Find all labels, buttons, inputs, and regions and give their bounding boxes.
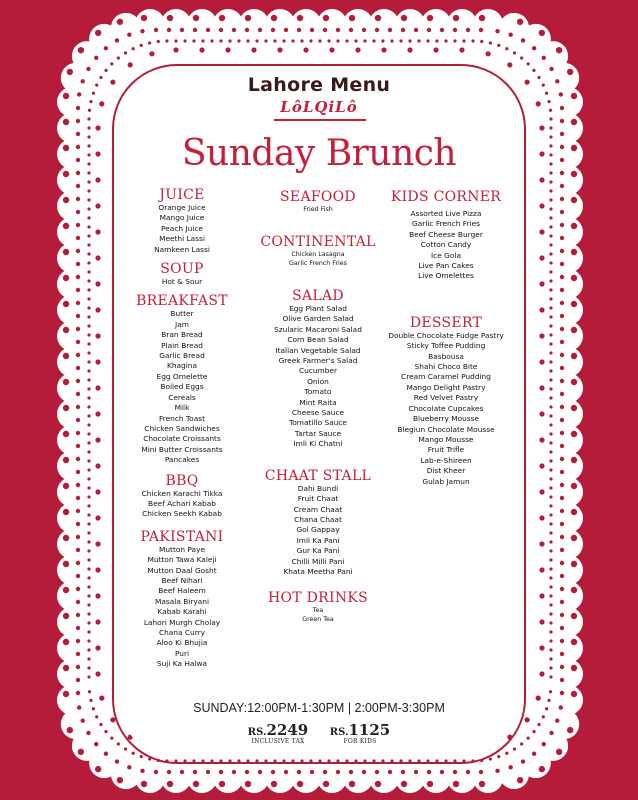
menu-item: Chilli Milli Pani bbox=[291, 556, 345, 566]
section-juice bbox=[126, 187, 238, 255]
section-pakistani bbox=[126, 529, 238, 670]
section-title: JUICE bbox=[159, 187, 205, 203]
section-breakfast bbox=[126, 293, 238, 465]
menu-item: Masala Biryani bbox=[154, 596, 210, 606]
top-title: Lahore Menu bbox=[247, 74, 391, 96]
item-list bbox=[256, 484, 380, 578]
currency-label: RS. bbox=[329, 727, 349, 738]
price-amount: 2249 bbox=[266, 721, 309, 739]
menu-item: Assorted Live Pizza bbox=[410, 209, 482, 218]
section-title: SEAFOOD bbox=[280, 189, 356, 205]
logo-underline bbox=[274, 119, 366, 121]
menu-item: Kabab Karahi bbox=[157, 607, 207, 617]
item-list bbox=[256, 250, 380, 268]
menu-item: Dahi Bundi bbox=[297, 483, 339, 493]
menu-item: Mint Raita bbox=[299, 397, 337, 407]
menu-item: Red Velvet Pastry bbox=[413, 393, 479, 403]
menu-item: Gol Gappay bbox=[296, 525, 340, 535]
menu-item: Lahori Murgh Cholay bbox=[143, 617, 221, 627]
section-title: BREAKFAST bbox=[136, 293, 228, 310]
section-dessert bbox=[378, 315, 514, 487]
menu-item: Cucumber bbox=[298, 366, 338, 376]
menu-item: Beef Haleem bbox=[158, 586, 206, 596]
menu-item: Fried Fish bbox=[303, 206, 333, 213]
menu-item: Cream Caramel Pudding bbox=[401, 372, 491, 382]
menu-item: Ice Gola bbox=[431, 250, 461, 260]
item-list bbox=[256, 205, 380, 214]
item-list bbox=[378, 209, 514, 282]
section-soup bbox=[126, 261, 238, 287]
menu-item: Chana Curry bbox=[158, 628, 206, 637]
menu-item: Onion bbox=[307, 376, 329, 386]
section-title: HOT DRINKS bbox=[267, 590, 369, 607]
item-list bbox=[126, 203, 238, 255]
menu-item: Chicken Seekh Kabab bbox=[142, 509, 222, 519]
menu-item: Orange Juice bbox=[158, 203, 206, 212]
section-chaat-stall bbox=[256, 468, 380, 578]
price-note: FOR KIDS bbox=[343, 738, 377, 745]
menu-item: Corn Bean Salad bbox=[287, 335, 349, 345]
middle-column bbox=[256, 189, 380, 624]
adult-price bbox=[238, 720, 318, 745]
menu-item: Fruit Chaat bbox=[297, 494, 339, 504]
menu-item: Mini Butter Croissants bbox=[141, 444, 223, 454]
section-salad bbox=[256, 288, 380, 450]
menu-item: Cheese Sauce bbox=[291, 408, 345, 418]
section-continental bbox=[256, 234, 380, 268]
menu-item: Mango Delight Pastry bbox=[406, 382, 486, 392]
menu-item: Mutton Tawa Kaleji bbox=[147, 555, 217, 565]
menu-item: Live Pan Cakes bbox=[418, 261, 474, 271]
section-title: CONTINENTAL bbox=[260, 234, 376, 250]
menu-item: Garlic Bread bbox=[159, 351, 205, 361]
section-title: SOUP bbox=[160, 261, 204, 278]
price-note: INCLUSIVE TAX bbox=[251, 738, 305, 745]
item-list bbox=[256, 606, 380, 624]
menu-item: Garlic French Fries bbox=[289, 260, 347, 267]
menu-item: Cream Chaat bbox=[293, 504, 343, 514]
menu-item: Chicken Karachi Tikka bbox=[141, 488, 223, 498]
menu-item: Mutton Paye bbox=[159, 544, 205, 554]
menu-item: French Toast bbox=[159, 413, 205, 423]
menu-item: Shahi Choco Bite bbox=[414, 362, 478, 372]
menu-item: Tartar Sauce bbox=[294, 428, 342, 438]
item-list bbox=[256, 304, 380, 450]
menu-item: Cotton Candy bbox=[420, 240, 472, 250]
menu-item: Milk bbox=[174, 403, 190, 413]
currency-label: RS. bbox=[247, 727, 267, 738]
menu-item: Aloo Ki Bhujia bbox=[156, 638, 208, 648]
menu-item: Chocolate Cupcakes bbox=[408, 403, 484, 413]
menu-item: Butter bbox=[170, 309, 194, 319]
menu-item: Egg Omelette bbox=[156, 371, 208, 381]
section-title: SALAD bbox=[292, 288, 344, 304]
menu-item: Olive Garden Salad bbox=[282, 314, 354, 324]
menu-item: Dist Kheer bbox=[426, 466, 466, 476]
menu-item: Blegiun Chocolate Mousse bbox=[397, 424, 495, 434]
menu-item: Bran Bread bbox=[161, 330, 203, 340]
section-bbq bbox=[126, 473, 238, 520]
menu-item: Namkeen Lassi bbox=[154, 244, 210, 254]
menu-item: Plain Bread bbox=[161, 340, 203, 350]
menu-item: Hot & Sour bbox=[161, 277, 203, 287]
section-hot-drinks bbox=[256, 590, 380, 624]
menu-item: Mutton Daal Gosht bbox=[147, 565, 217, 575]
item-list bbox=[126, 545, 238, 670]
menu-item: Blueberry Mousse bbox=[412, 414, 480, 424]
menu-item: Gulab Jamun bbox=[422, 476, 470, 486]
kids-price bbox=[324, 720, 396, 745]
brand-logo: LôLQiLô bbox=[280, 98, 358, 116]
item-list bbox=[378, 331, 514, 487]
menu-item: Fruit Trifle bbox=[427, 445, 465, 455]
section-kids-corner bbox=[378, 189, 514, 282]
menu-item: Jam bbox=[175, 319, 189, 329]
menu-item: Khata Meetha Pani bbox=[283, 566, 353, 576]
menu-item: Meethi Lassi bbox=[159, 234, 205, 244]
menu-item: Garlic French Fries bbox=[412, 219, 480, 229]
page-title: Sunday Brunch bbox=[181, 133, 457, 174]
section-title: KIDS CORNER bbox=[390, 189, 502, 205]
menu-item: Imli Ka Pani bbox=[296, 535, 340, 545]
menu-item: Tomatillo Sauce bbox=[289, 418, 347, 428]
menu-item: Tomato bbox=[304, 387, 332, 397]
section-title: DESSERT bbox=[409, 314, 483, 331]
menu-item: Gur Ka Pani bbox=[296, 546, 340, 556]
menu-item: Lab-e-Shireen bbox=[420, 455, 472, 465]
menu-item: Cereals bbox=[168, 392, 196, 402]
menu-item: Green Tea bbox=[302, 616, 334, 624]
menu-item: Live Omelettes bbox=[418, 271, 474, 281]
menu-item: Chana Chaat bbox=[294, 514, 342, 524]
menu-item: Sticky Toffee Pudding bbox=[406, 341, 486, 351]
section-title: CHAAT STALL bbox=[264, 467, 372, 484]
menu-item: Chicken Sandwiches bbox=[144, 423, 220, 433]
right-column bbox=[378, 189, 514, 487]
section-title: PAKISTANI bbox=[140, 528, 224, 545]
menu-item: Beef Achari Kabab bbox=[148, 498, 216, 508]
item-list bbox=[126, 489, 238, 520]
menu-item: Italian Vegetable Salad bbox=[275, 345, 361, 355]
menu-item: Greek Farmer's Salad bbox=[278, 356, 358, 366]
section-title: BBQ bbox=[165, 472, 199, 489]
menu-item: Imli Ki Chatni bbox=[293, 439, 343, 449]
menu-item: Khagina bbox=[166, 361, 198, 371]
menu-item: Mango Juice bbox=[159, 213, 205, 223]
menu-item: Chocolate Croissants bbox=[143, 434, 221, 444]
item-list bbox=[126, 309, 238, 465]
menu-item: Suji Ka Halwa bbox=[156, 659, 208, 669]
price-amount: 1125 bbox=[348, 721, 391, 739]
service-timing: SUNDAY:12:00PM-1:30PM | 2:00PM-3:30PM bbox=[193, 701, 445, 715]
menu-item: Chicken Lasagna bbox=[291, 251, 345, 258]
menu-item: Double Chocolate Fudge Pastry bbox=[388, 330, 504, 340]
menu-item: Peach Juice bbox=[161, 223, 203, 233]
menu-item: Beef Cheese Burger bbox=[409, 229, 483, 239]
menu-item: Egg Plant Salad bbox=[289, 304, 347, 313]
menu-item: Mango Mousse bbox=[418, 434, 474, 444]
menu-item: Boiled Eggs bbox=[160, 382, 204, 392]
section-seafood bbox=[256, 189, 380, 214]
menu-item: Szularic Macaroni Salad bbox=[274, 324, 362, 334]
item-list bbox=[126, 277, 238, 287]
menu-item: Puri bbox=[174, 648, 190, 658]
menu-item: Beef Nihari bbox=[161, 575, 203, 585]
menu-item: Pancakes bbox=[164, 455, 200, 465]
left-column bbox=[126, 187, 238, 670]
menu-item: Tea bbox=[312, 607, 324, 615]
menu-item: Basbousa bbox=[428, 351, 464, 361]
